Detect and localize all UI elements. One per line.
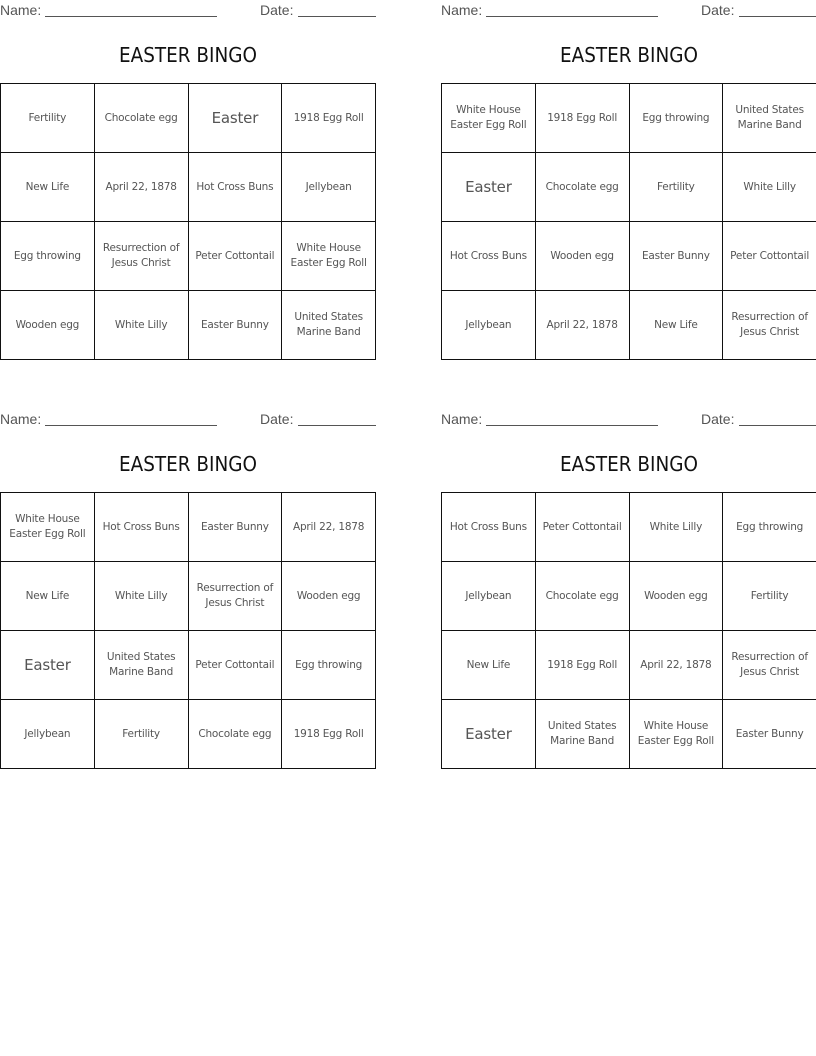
- bingo-cell[interactable]: Peter Cottontail: [188, 631, 282, 700]
- bingo-cell[interactable]: April 22, 1878: [94, 153, 188, 222]
- bingo-row: [1, 291, 376, 360]
- bingo-cell[interactable]: Egg throwing: [629, 84, 723, 153]
- bingo-cell[interactable]: White Lilly: [629, 493, 723, 562]
- bingo-cell[interactable]: United States Marine Band: [723, 84, 816, 153]
- bingo-row: [442, 84, 816, 153]
- name-label: Name:: [441, 2, 483, 18]
- bingo-cell[interactable]: White Lilly: [94, 562, 188, 631]
- name-label: Name:: [0, 411, 42, 427]
- bingo-row: [1, 631, 376, 700]
- bingo-cell[interactable]: White House Easter Egg Roll: [282, 222, 376, 291]
- bingo-row: [1, 700, 376, 769]
- bingo-cell-free-space[interactable]: Easter: [1, 631, 95, 700]
- bingo-cell[interactable]: Easter Bunny: [188, 493, 282, 562]
- bingo-cell[interactable]: Chocolate egg: [535, 562, 629, 631]
- bingo-grid: [441, 83, 816, 360]
- bingo-cell[interactable]: Easter Bunny: [188, 291, 282, 360]
- date-field[interactable]: [298, 425, 376, 426]
- name-date-header: [441, 409, 816, 429]
- bingo-row: [1, 222, 376, 291]
- bingo-cell[interactable]: United States Marine Band: [94, 631, 188, 700]
- bingo-cell[interactable]: Resurrection of Jesus Christ: [188, 562, 282, 631]
- bingo-cell[interactable]: Jellybean: [442, 291, 536, 360]
- date-label: Date:: [260, 2, 294, 18]
- name-date-header: [0, 409, 376, 429]
- bingo-row: [442, 291, 816, 360]
- bingo-cell[interactable]: Fertility: [94, 700, 188, 769]
- bingo-cell[interactable]: Wooden egg: [629, 562, 723, 631]
- card-title: EASTER BINGO: [560, 43, 698, 67]
- name-label: Name:: [441, 411, 483, 427]
- bingo-cell[interactable]: White Lilly: [94, 291, 188, 360]
- bingo-cell[interactable]: Fertility: [629, 153, 723, 222]
- name-field[interactable]: [486, 425, 658, 426]
- bingo-cell[interactable]: Jellybean: [1, 700, 95, 769]
- bingo-cell-free-space[interactable]: Easter: [188, 84, 282, 153]
- bingo-cell[interactable]: Chocolate egg: [535, 153, 629, 222]
- name-field[interactable]: [486, 16, 658, 17]
- bingo-row: [1, 493, 376, 562]
- bingo-cell[interactable]: Resurrection of Jesus Christ: [723, 631, 816, 700]
- bingo-cell[interactable]: White House Easter Egg Roll: [442, 84, 536, 153]
- bingo-row: [1, 84, 376, 153]
- bingo-cell[interactable]: Egg throwing: [282, 631, 376, 700]
- bingo-cell[interactable]: Jellybean: [442, 562, 536, 631]
- bingo-cell[interactable]: United States Marine Band: [535, 700, 629, 769]
- bingo-cell[interactable]: Fertility: [1, 84, 95, 153]
- bingo-row: [442, 153, 816, 222]
- bingo-cell[interactable]: Hot Cross Buns: [442, 222, 536, 291]
- bingo-cell[interactable]: Wooden egg: [535, 222, 629, 291]
- name-field[interactable]: [45, 425, 217, 426]
- bingo-row: [1, 153, 376, 222]
- name-label: Name:: [0, 2, 42, 18]
- bingo-cell[interactable]: Chocolate egg: [188, 700, 282, 769]
- bingo-cell[interactable]: April 22, 1878: [629, 631, 723, 700]
- date-label: Date:: [260, 411, 294, 427]
- bingo-cell[interactable]: Easter Bunny: [629, 222, 723, 291]
- bingo-cell[interactable]: Hot Cross Buns: [188, 153, 282, 222]
- bingo-cell[interactable]: Hot Cross Buns: [94, 493, 188, 562]
- bingo-grid: [0, 83, 376, 360]
- bingo-cell[interactable]: United States Marine Band: [282, 291, 376, 360]
- bingo-cell-free-space[interactable]: Easter: [442, 700, 536, 769]
- name-date-header: [441, 0, 816, 20]
- bingo-row: [442, 700, 816, 769]
- bingo-cell[interactable]: New Life: [1, 153, 95, 222]
- bingo-cell[interactable]: Peter Cottontail: [188, 222, 282, 291]
- card-title: EASTER BINGO: [560, 452, 698, 476]
- bingo-row: [1, 562, 376, 631]
- bingo-cell[interactable]: Hot Cross Buns: [442, 493, 536, 562]
- bingo-cell[interactable]: Resurrection of Jesus Christ: [94, 222, 188, 291]
- bingo-cell[interactable]: Wooden egg: [1, 291, 95, 360]
- bingo-cell[interactable]: Jellybean: [282, 153, 376, 222]
- name-field[interactable]: [45, 16, 217, 17]
- bingo-grid: [441, 492, 816, 769]
- bingo-row: [442, 562, 816, 631]
- bingo-cell[interactable]: Fertility: [723, 562, 816, 631]
- bingo-cell[interactable]: Egg throwing: [1, 222, 95, 291]
- bingo-cell[interactable]: New Life: [629, 291, 723, 360]
- bingo-cell[interactable]: April 22, 1878: [282, 493, 376, 562]
- bingo-cell[interactable]: Resurrection of Jesus Christ: [723, 291, 816, 360]
- bingo-cell-free-space[interactable]: Easter: [442, 153, 536, 222]
- date-field[interactable]: [739, 16, 816, 17]
- bingo-cell[interactable]: Peter Cottontail: [535, 493, 629, 562]
- bingo-row: [442, 493, 816, 562]
- date-label: Date:: [701, 2, 735, 18]
- bingo-cell[interactable]: April 22, 1878: [535, 291, 629, 360]
- name-date-header: [0, 0, 376, 20]
- bingo-cell[interactable]: Chocolate egg: [94, 84, 188, 153]
- bingo-cell[interactable]: New Life: [442, 631, 536, 700]
- bingo-row: [442, 631, 816, 700]
- card-title: EASTER BINGO: [119, 452, 257, 476]
- bingo-cell[interactable]: 1918 Egg Roll: [282, 700, 376, 769]
- bingo-cell[interactable]: Easter Bunny: [723, 700, 816, 769]
- bingo-cell[interactable]: New Life: [1, 562, 95, 631]
- date-field[interactable]: [739, 425, 816, 426]
- bingo-cell[interactable]: 1918 Egg Roll: [535, 84, 629, 153]
- bingo-cell[interactable]: Egg throwing: [723, 493, 816, 562]
- date-label: Date:: [701, 411, 735, 427]
- bingo-cell[interactable]: 1918 Egg Roll: [535, 631, 629, 700]
- bingo-row: [442, 222, 816, 291]
- bingo-grid: [0, 492, 376, 769]
- bingo-cell[interactable]: White House Easter Egg Roll: [629, 700, 723, 769]
- date-field[interactable]: [298, 16, 376, 17]
- card-title: EASTER BINGO: [119, 43, 257, 67]
- bingo-cell[interactable]: Peter Cottontail: [723, 222, 816, 291]
- bingo-cell[interactable]: White House Easter Egg Roll: [1, 493, 95, 562]
- bingo-cell[interactable]: 1918 Egg Roll: [282, 84, 376, 153]
- bingo-cell[interactable]: Wooden egg: [282, 562, 376, 631]
- bingo-cell[interactable]: White Lilly: [723, 153, 816, 222]
